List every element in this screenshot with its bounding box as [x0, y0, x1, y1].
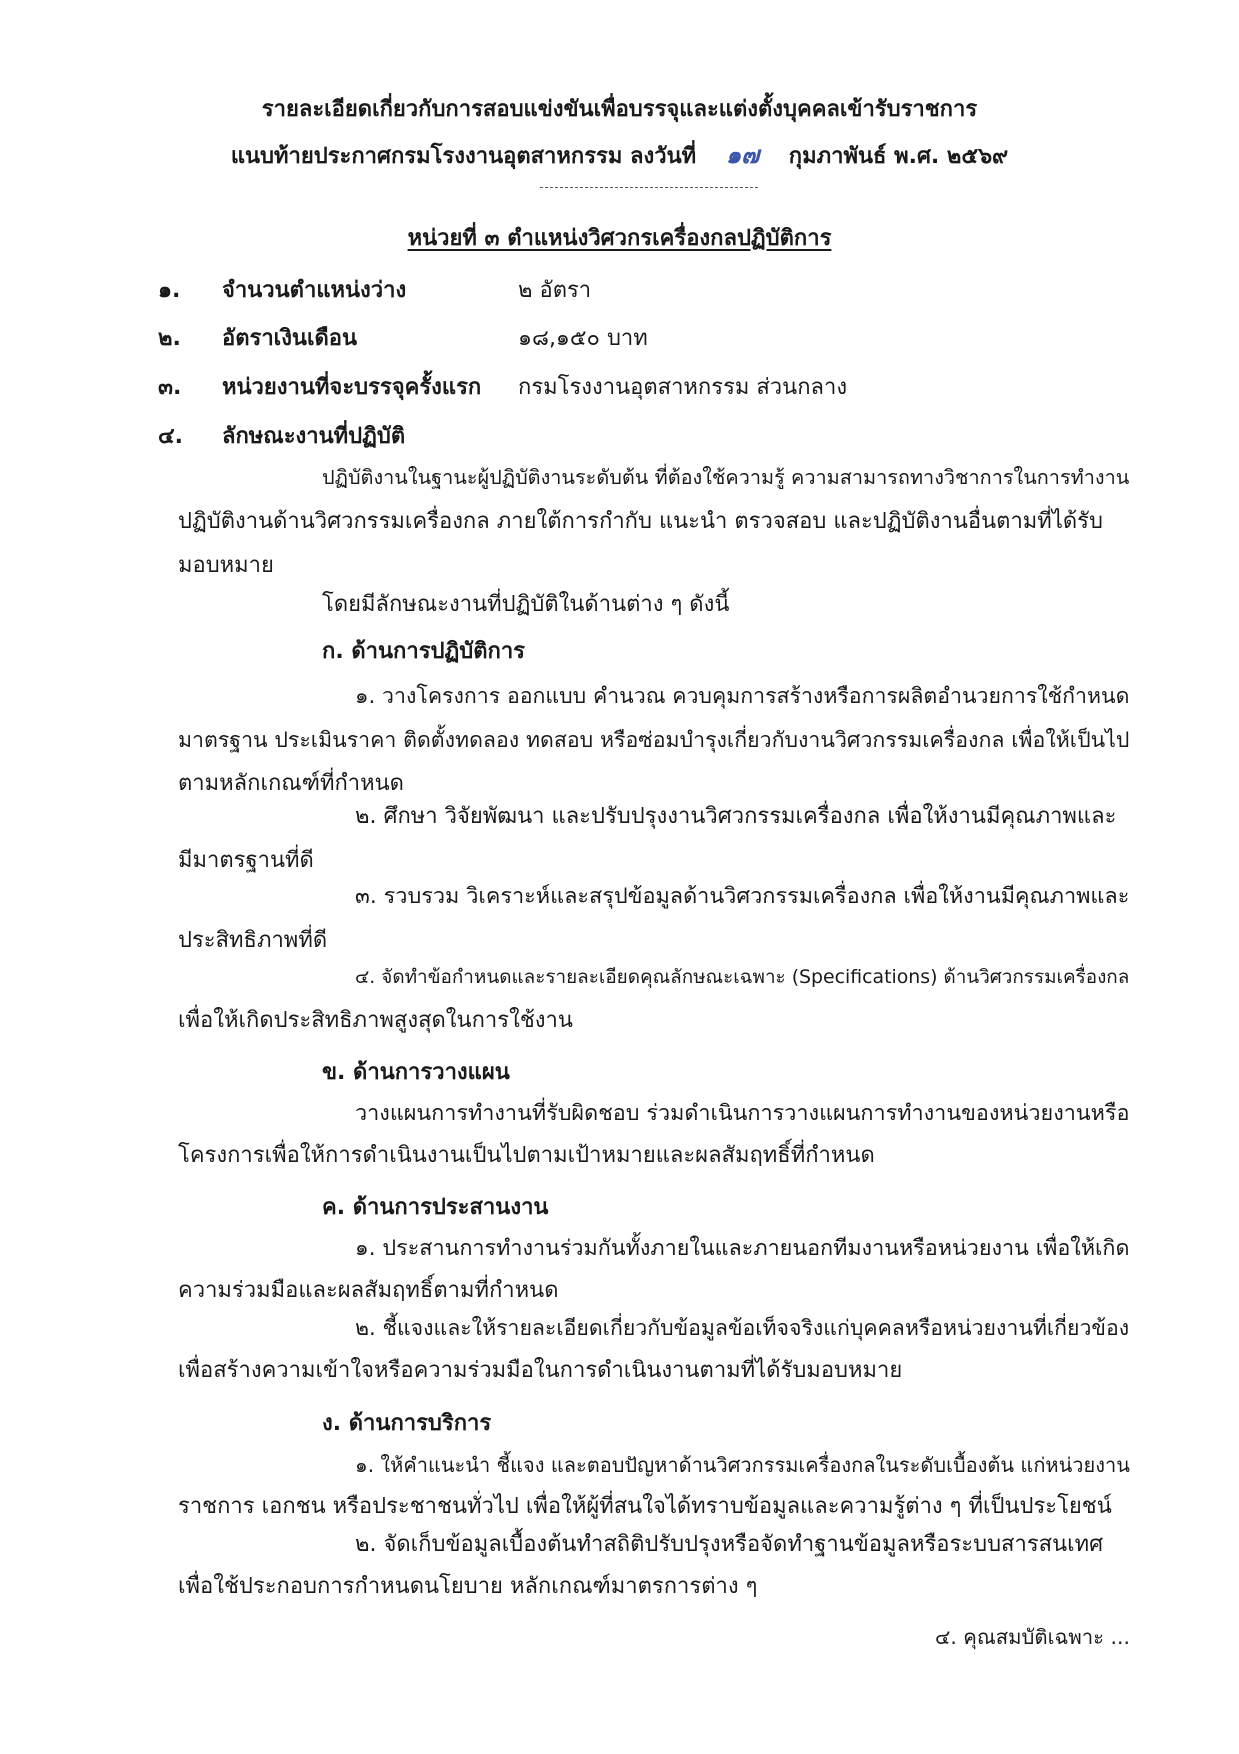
header-line-2-suffix: กุมภาพันธ์ พ.ศ. ๒๕๖๙	[788, 144, 1009, 169]
handwritten-day: ๑๗	[725, 141, 760, 169]
item-2-value: ๑๘,๑๕๐ บาท	[518, 326, 648, 351]
item-4-number: ๔.	[158, 424, 184, 449]
section-b-p1-line-1: วางแผนการทำงานที่รับผิดชอบ ร่วมดำเนินการวางแผนการทำงานของหน่วยงานหรือ	[355, 1101, 1130, 1126]
item-2-number: ๒.	[158, 326, 181, 351]
item-4-label: ลักษณะงานที่ปฏิบัติ	[222, 424, 406, 449]
intro-line-1: ปฏิบัติงานในฐานะผู้ปฏิบัติงานระดับต้น ที่ต้องใช้ความรู้ ความสามารถทางวิชาการในการทำงาน	[322, 466, 1130, 489]
section-a-p1-line-2: มาตรฐาน ประเมินราคา ติดตั้งทดลอง ทดสอบ หรือซ่อมบำรุงเกี่ยวกับงานวิศวกรรมเครื่องกล เพื่อให้เป็นไป	[178, 728, 1130, 753]
section-c-p1-line-1: ๑. ประสานการทำงานร่วมกันทั้งภายในและภายนอกทีมงานหรือหน่วยงาน เพื่อให้เกิด	[355, 1236, 1130, 1261]
intro-line-2: ปฏิบัติงานด้านวิศวกรรมเครื่องกล ภายใต้การกำกับ แนะนำ ตรวจสอบ และปฏิบัติงานอื่นตามที่ได้รับ	[178, 509, 1103, 534]
dashed-divider	[540, 187, 758, 188]
header-line-1: รายละเอียดเกี่ยวกับการสอบแข่งขันเพื่อบรรจุและแต่งตั้งบุคคลเข้ารับราชการ	[261, 97, 978, 122]
section-b-title: ข. ด้านการวางแผน	[322, 1060, 510, 1085]
section-d-title: ง. ด้านการบริการ	[322, 1411, 492, 1436]
unit-title: หน่วยที่ ๓ ตำแหน่งวิศวกรเครื่องกลปฏิบัติการ	[407, 226, 832, 251]
intro-line-4: โดยมีลักษณะงานที่ปฏิบัติในด้านต่าง ๆ ดังนี้	[322, 592, 730, 617]
item-1-value: ๒ อัตรา	[518, 278, 592, 303]
section-c-p2-line-2: เพื่อสร้างความเข้าใจหรือความร่วมมือในการดำเนินงานตามที่ได้รับมอบหมาย	[178, 1358, 903, 1383]
section-b-p1-line-2: โครงการเพื่อให้การดำเนินงานเป็นไปตามเป้าหมายและผลสัมฤทธิ์ที่กำหนด	[178, 1143, 875, 1168]
header-line-2	[0, 140, 1239, 172]
section-d-p2-line-1: ๒. จัดเก็บข้อมูลเบื้องต้นทำสถิติปรับปรุงหรือจัดทำฐานข้อมูลหรือระบบสารสนเทศ	[355, 1532, 1104, 1557]
section-c-title: ค. ด้านการประสานงาน	[322, 1195, 549, 1220]
item-3-label: หน่วยงานที่จะบรรจุครั้งแรก	[222, 375, 482, 400]
intro-line-3: มอบหมาย	[178, 553, 274, 578]
section-d-p1-line-2: ราชการ เอกชน หรือประชาชนทั่วไป เพื่อให้ผู้ที่สนใจได้ทราบข้อมูลและความรู้ต่าง ๆ ที่เป็นประโยชน์	[178, 1494, 1112, 1519]
section-a-p3-line-2: ประสิทธิภาพที่ดี	[178, 928, 328, 953]
section-d-p2-line-2: เพื่อใช้ประกอบการกำหนดนโยบาย หลักเกณฑ์มาตรการต่าง ๆ	[178, 1574, 758, 1599]
section-a-p4-line-1: ๔. จัดทำข้อกำหนดและรายละเอียดคุณลักษณะเฉพาะ (Specifications) ด้านวิศวกรรมเครื่องกล	[355, 966, 1130, 988]
item-1-number: ๑.	[158, 278, 181, 303]
section-a-p2-line-2: มีมาตรฐานที่ดี	[178, 848, 314, 873]
item-2-label: อัตราเงินเดือน	[222, 326, 358, 351]
continuation-note: ๔. คุณสมบัติเฉพาะ ...	[935, 1625, 1130, 1649]
section-c-p1-line-2: ความร่วมมือและผลสัมฤทธิ์ตามที่กำหนด	[178, 1278, 559, 1303]
item-1-label: จำนวนตำแหน่งว่าง	[222, 278, 407, 303]
header-line-2-prefix: แนบท้ายประกาศกรมโรงงานอุตสาหกรรม ลงวันที่	[230, 144, 697, 169]
section-c-p2-line-1: ๒. ชี้แจงและให้รายละเอียดเกี่ยวกับข้อมูลข้อเท็จจริงแก่บุคคลหรือหน่วยงานที่เกี่ยวข้อง	[355, 1316, 1130, 1341]
item-3-number: ๓.	[158, 375, 182, 400]
section-d-p1-line-1: ๑. ให้คำแนะนำ ชี้แจง และตอบปัญหาด้านวิศวกรรมเครื่องกลในระดับเบื้องต้น แก่หน่วยงาน	[355, 1453, 1130, 1477]
item-3-value: กรมโรงงานอุตสาหกรรม ส่วนกลาง	[518, 375, 848, 400]
section-a-p2-line-1: ๒. ศึกษา วิจัยพัฒนา และปรับปรุงงานวิศวกรรมเครื่องกล เพื่อให้งานมีคุณภาพและ	[355, 804, 1117, 829]
section-a-p3-line-1: ๓. รวบรวม วิเคราะห์และสรุปข้อมูลด้านวิศวกรรมเครื่องกล เพื่อให้งานมีคุณภาพและ	[355, 884, 1130, 909]
section-a-p1-line-3: ตามหลักเกณฑ์ที่กำหนด	[178, 771, 404, 796]
section-a-title: ก. ด้านการปฏิบัติการ	[322, 639, 525, 664]
section-a-p4-line-2: เพื่อให้เกิดประสิทธิภาพสูงสุดในการใช้งาน	[178, 1008, 573, 1033]
section-a-p1-line-1: ๑. วางโครงการ ออกแบบ คำนวณ ควบคุมการสร้างหรือการผลิตอำนวยการใช้กำหนด	[355, 684, 1130, 709]
